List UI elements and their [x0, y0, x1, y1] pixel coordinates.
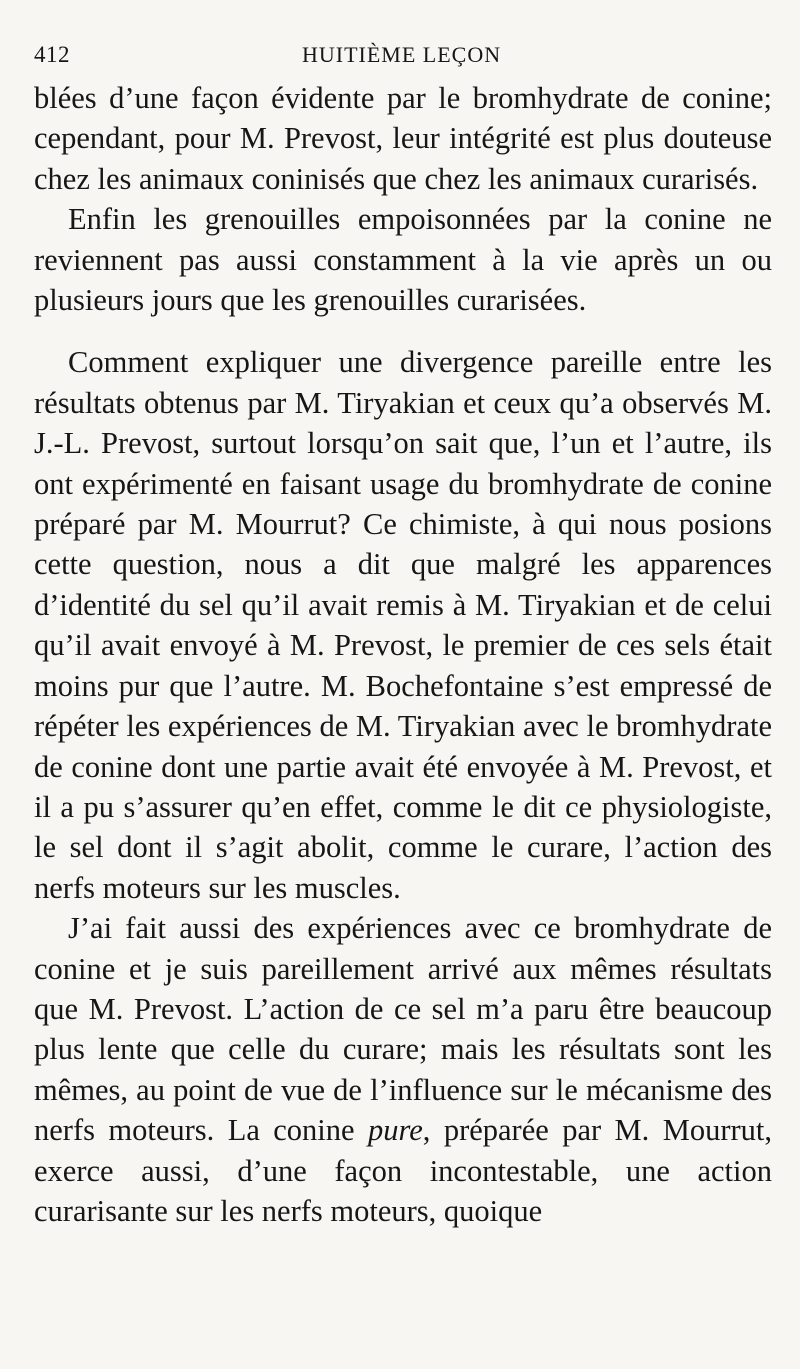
paragraph-4	[34, 908, 772, 1231]
chapter-title: HUITIÈME LEÇON	[302, 42, 502, 67]
body-text	[34, 78, 772, 1231]
paragraph-4-text-b: , préparée par M. Mourrut, exerce aussi, d’une façon incontestable, une action curarisante sur les nerfs moteurs, quoique	[34, 1113, 773, 1228]
paragraph-2: Enfin les grenouilles empoisonnées par la conine ne reviennent pas aussi constamment à la vie après un ou plusieurs jours que les grenouilles curarisées.	[34, 202, 772, 318]
paragraph-3: Comment expliquer une divergence pareille entre les résultats obtenus par M. Tiryakian et ceux qu’a observés M. J.-L. Prevost, surtout lorsqu’on sait que, l’un et l’autre, ils ont expérimenté en faisant usage du bromhydrate de conine préparé par M. Mourrut? Ce chimiste, à qui nous posions cette question, nous a dit que malgré les apparences d’identité du sel qu’il avait remis à M. Tiryakian et de celui qu’il avait envoyé à M. Prevost, le premier de ces sels était moins pur que l’autre. M. Bochefontaine s’est empressé de répéter les expériences de M. Tiryakian avec le bromhydrate de conine dont une partie avait été envoyée à M. Prevost, et il a pu s’assurer qu’en effet, comme le dit ce physiologiste, le sel dont il s’agit abolit, comme le curare, l’action des nerfs moteurs sur les muscles.	[34, 345, 772, 905]
paragraph-4-italic: pure	[368, 1113, 423, 1148]
paragraph-1: blées d’une façon évidente par le bromhydrate de conine; cependant, pour M. Prevost, leur intégrité est plus douteuse chez les animaux coninisés que chez les animaux curarisés.	[34, 81, 772, 196]
paragraph-4-text-a: J’ai fait aussi des expériences avec ce bromhydrate de conine et je suis pareillement arrivé aux mêmes résultats que M. Prevost. L’action de ce sel m’a paru être beaucoup plus lente que celle du curare; mais les résultats sont les mêmes, au point de vue de l’influence sur le mécanisme des nerfs moteurs. La conine	[34, 911, 772, 1148]
page-number: 412	[34, 42, 70, 67]
running-head	[34, 38, 772, 78]
